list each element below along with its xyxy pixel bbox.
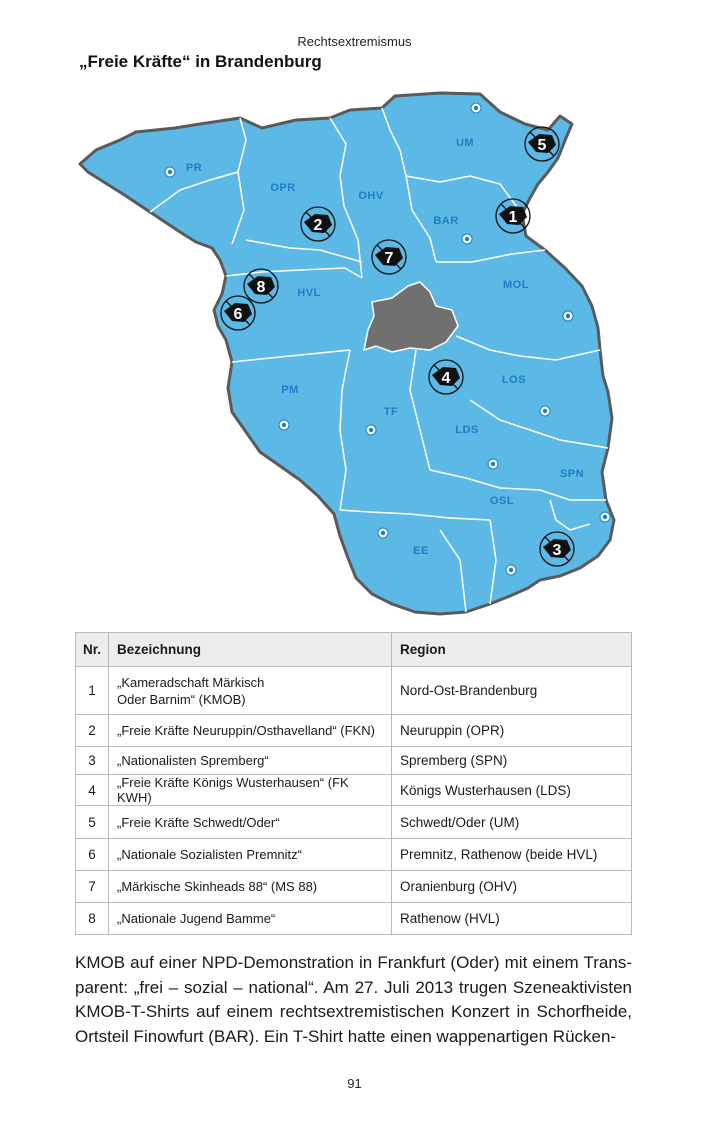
row-name: „Nationale Jugend Bamme“ (109, 903, 392, 935)
row-region: Neuruppin (OPR) (392, 715, 632, 747)
row-nr: 7 (76, 871, 109, 903)
row-name: „Freie Kräfte Königs Wusterhausen“ (FK KWH) (109, 775, 392, 806)
town-dot-icon (600, 512, 610, 522)
town-dot-icon (506, 565, 516, 575)
marker-number: 7 (384, 250, 394, 267)
table-row (76, 903, 632, 935)
row-nr: 2 (76, 715, 109, 747)
page-number: 91 (347, 1076, 362, 1091)
row-region: Spremberg (SPN) (392, 747, 632, 775)
region-label-osl: OSL (489, 495, 515, 507)
town-dot-icon (563, 311, 573, 321)
row-name (109, 667, 392, 715)
region-label-bar: BAR (433, 215, 459, 227)
region-label-spn: SPN (559, 468, 585, 480)
row-name-line2: Oder Barnim“ (KMOB) (117, 691, 246, 707)
town-dot-icon (378, 528, 388, 538)
row-nr: 4 (76, 775, 109, 806)
town-dot-icon (279, 420, 289, 430)
row-name: „Nationalisten Spremberg“ (109, 747, 392, 775)
row-region: Schwedt/Oder (UM) (392, 806, 632, 839)
row-name-line1: „Kameradschaft Märkisch (117, 674, 265, 690)
marker-number: 4 (441, 370, 451, 387)
row-name: „Nationale Sozialisten Premnitz“ (109, 839, 392, 871)
table-row (76, 715, 632, 747)
row-region: Oranienburg (OHV) (392, 871, 632, 903)
row-name: „Freie Kräfte Schwedt/Oder“ (109, 806, 392, 839)
marker-number: 1 (508, 209, 518, 226)
table-row (76, 806, 632, 839)
table-row (76, 871, 632, 903)
brandenburg-outline (80, 93, 614, 614)
row-nr: 5 (76, 806, 109, 839)
region-label-um: UM (455, 137, 475, 149)
region-label-los: LOS (501, 374, 527, 386)
marker-number: 5 (537, 137, 547, 154)
row-region: Nord-Ost-Brandenburg (392, 667, 632, 715)
table-row (76, 667, 632, 715)
region-label-hvl: HVL (297, 287, 321, 299)
region-label-mol: MOL (503, 279, 529, 291)
row-nr: 1 (76, 667, 109, 715)
table-row (76, 839, 632, 871)
marker-number: 3 (552, 542, 562, 559)
region-label-ee: EE (413, 545, 429, 557)
row-region: Rathenow (HVL) (392, 903, 632, 935)
town-dot-icon (488, 459, 498, 469)
marker-number: 8 (256, 279, 266, 296)
region-label-lds: LDS (455, 424, 479, 436)
region-label-tf: TF (383, 406, 399, 418)
marker-number: 2 (313, 217, 323, 234)
row-region: Königs Wusterhausen (LDS) (392, 775, 632, 806)
marker-number: 6 (233, 306, 243, 323)
region-label-pr: PR (185, 162, 203, 174)
town-dot-icon (165, 167, 175, 177)
region-label-opr: OPR (270, 182, 296, 194)
region-label-ohv: OHV (358, 190, 384, 202)
row-nr: 6 (76, 839, 109, 871)
body-paragraph: KMOB auf einer NPD-Demonstration in Frankfurt (Oder) mit einem Transparent: „frei – sozial – national“. Am 27. Juli 2013 trugen Szeneaktivisten KMOB-T-Shirts auf einem rechtsextremistischen Konzert in Schorfheide, Ortsteil Finowfurt (BAR). Ein T-Shirt hatte einen wappenartigen Rücken- (75, 953, 632, 1046)
table-row (76, 747, 632, 775)
row-region: Premnitz, Rathenow (beide HVL) (392, 839, 632, 871)
header-bezeichnung: Bezeichnung (109, 633, 392, 667)
map-title: „Freie Kräfte“ in Brandenburg (79, 52, 322, 71)
town-dot-icon (366, 425, 376, 435)
town-dot-icon (540, 406, 550, 416)
table-header-row (76, 633, 632, 667)
header-nr: Nr. (76, 633, 109, 667)
table-row (76, 775, 632, 806)
row-nr: 3 (76, 747, 109, 775)
header-region: Region (392, 633, 632, 667)
region-label-pm: PM (281, 384, 299, 396)
running-header: Rechtsextremismus (297, 34, 412, 49)
region-table (75, 632, 632, 935)
town-dot-icon (462, 234, 472, 244)
row-name: „Märkische Skinheads 88“ (MS 88) (109, 871, 392, 903)
town-dot-icon (471, 103, 481, 113)
row-nr: 8 (76, 903, 109, 935)
row-name: „Freie Kräfte Neuruppin/Osthavelland“ (FKN) (109, 715, 392, 747)
